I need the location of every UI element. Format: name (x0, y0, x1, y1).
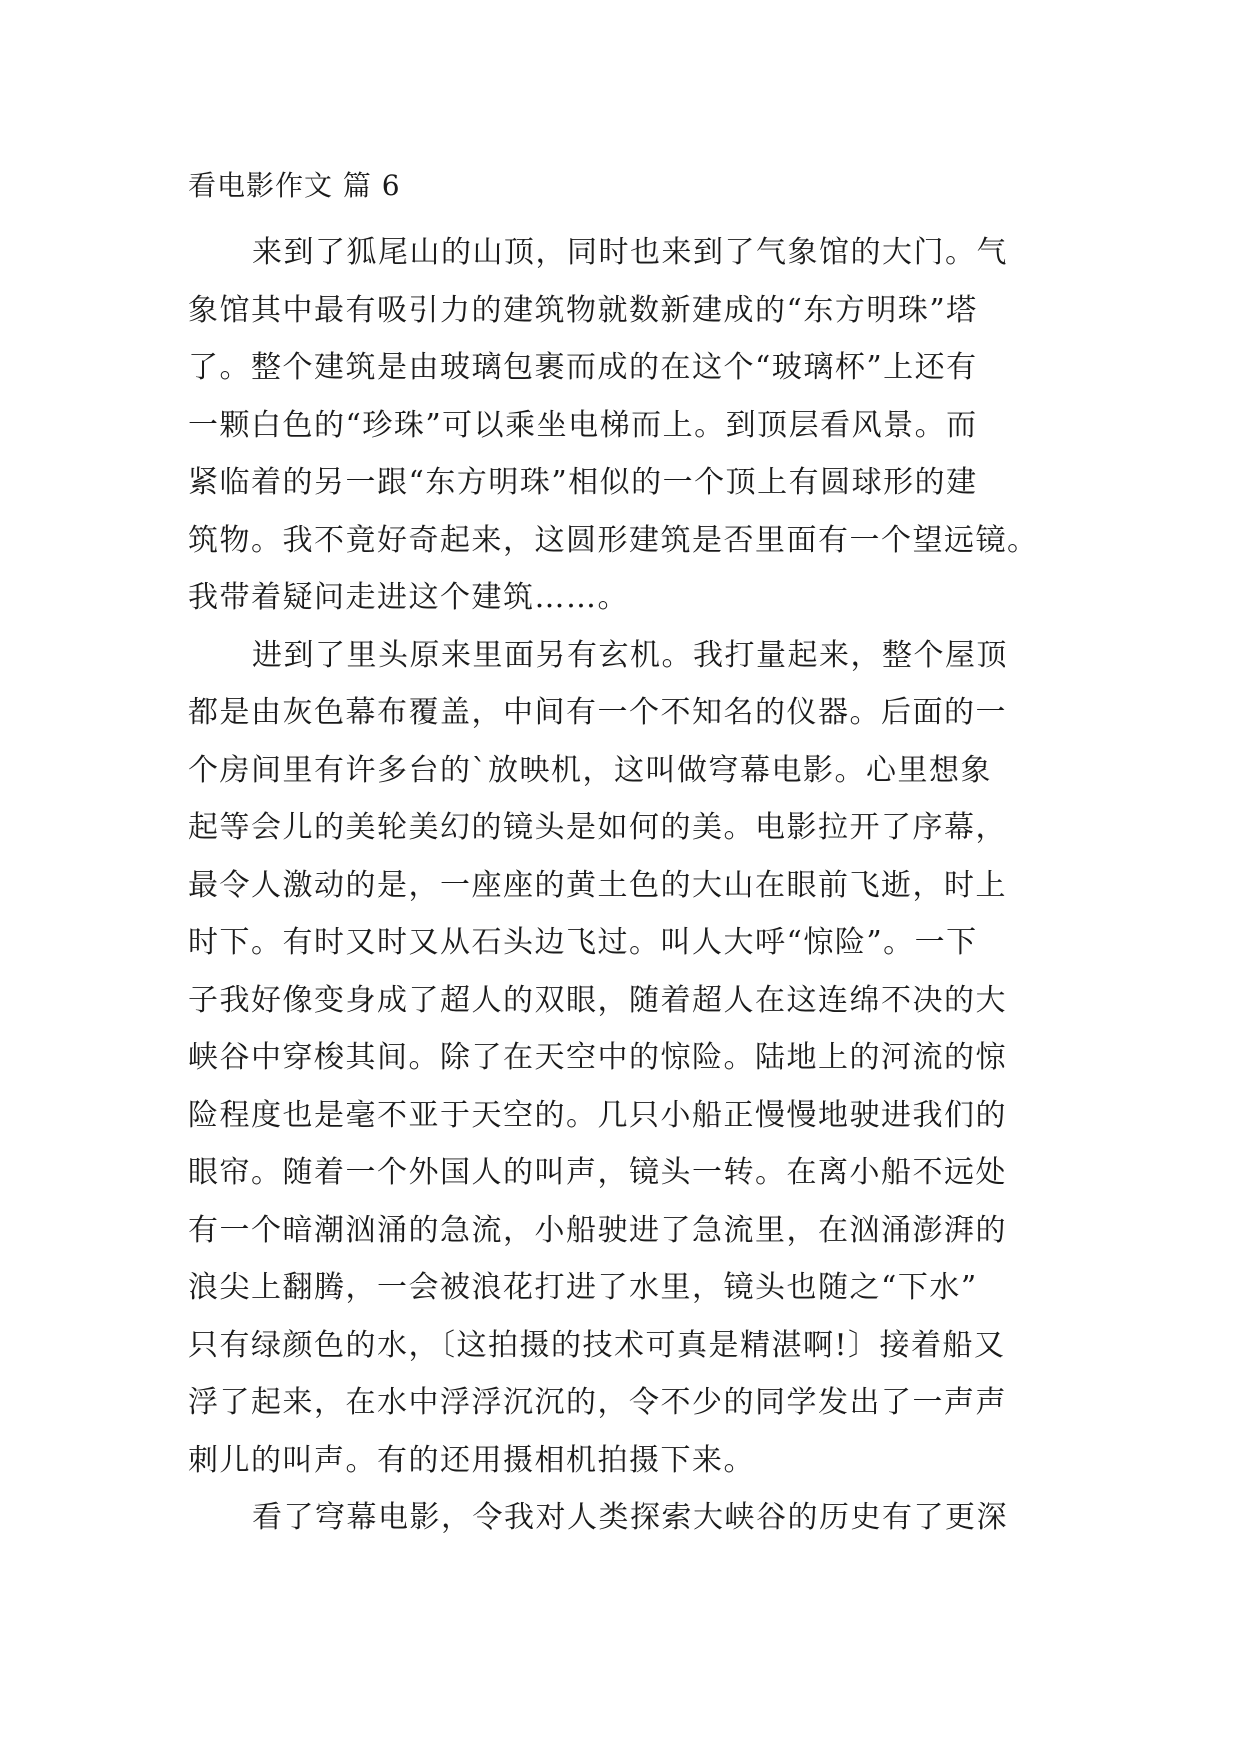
paragraph-line: 险程度也是毫不亚于天空的。几只小船正慢慢地驶进我们的 (188, 1097, 1007, 1133)
paragraph-line: 筑物。我不竟好奇起来，这圆形建筑是否里面有一个望远镜。 (188, 522, 1039, 558)
paragraph-line: 一颗白色的“珍珠”可以乘坐电梯而上。到顶层看风景。而 (188, 407, 978, 443)
paragraph-line: 浮了起来，在水中浮浮沉沉的，令不少的同学发出了一声声 (188, 1385, 1007, 1420)
paragraph-line: 眼帘。随着一个外国人的叫声，镜头一转。在离小船不远处 (188, 1155, 1007, 1190)
document-title: 看电影作文 篇 6 (188, 169, 401, 202)
paragraph-line: 了。整个建筑是由玻璃包裹而成的在这个“玻璃杯”上还有 (188, 350, 978, 385)
paragraph-line: 子我好像变身成了超人的双眼，随着超人在这连绵不决的大 (188, 982, 1007, 1018)
paragraph-line: 个房间里有许多台的`放映机，这叫做穹幕电影。心里想象 (188, 752, 992, 788)
paragraph-line: 最令人激动的是，一座座的黄土色的大山在眼前飞逝，时上 (188, 867, 1007, 903)
paragraph-line: 都是由灰色幕布覆盖，中间有一个不知名的仪器。后面的一 (188, 695, 1007, 730)
paragraph-line: 紧临着的另一跟“东方明珠”相似的一个顶上有圆球形的建 (188, 465, 978, 500)
paragraph-line: 时下。有时又时又从石头边飞过。叫人大呼“惊险”。一下 (188, 925, 978, 960)
document-body (188, 224, 1048, 1547)
paragraph-line: 只有绿颜色的水，〔这拍摄的技术可真是精湛啊!〕接着船又 (188, 1327, 1006, 1363)
paragraph-line: 刺儿的叫声。有的还用摄相机拍摄下来。 (188, 1442, 755, 1478)
paragraph-line: 象馆其中最有吸引力的建筑物就数新建成的“东方明珠”塔 (188, 292, 978, 328)
paragraph-line: 浪尖上翻腾，一会被浪花打进了水里，镜头也随之“下水” (188, 1270, 978, 1305)
paragraph-line: 来到了狐尾山的山顶，同时也来到了气象馆的大门。气 (252, 235, 1008, 270)
paragraph-line: 起等会儿的美轮美幻的镜头是如何的美。电影拉开了序幕， (188, 810, 1007, 845)
paragraph-line: 看了穹幕电影，令我对人类探索大峡谷的历史有了更深 (252, 1500, 1008, 1535)
paragraph-line: 有一个暗潮汹涌的急流，小船驶进了急流里，在汹涌澎湃的 (188, 1212, 1007, 1248)
paragraph-line: 进到了里头原来里面另有玄机。我打量起来，整个屋顶 (252, 637, 1008, 673)
paragraph-line: 峡谷中穿梭其间。除了在天空中的惊险。陆地上的河流的惊 (188, 1040, 1007, 1075)
paragraph-line: 我带着疑问走进这个建筑……。 (188, 580, 629, 615)
